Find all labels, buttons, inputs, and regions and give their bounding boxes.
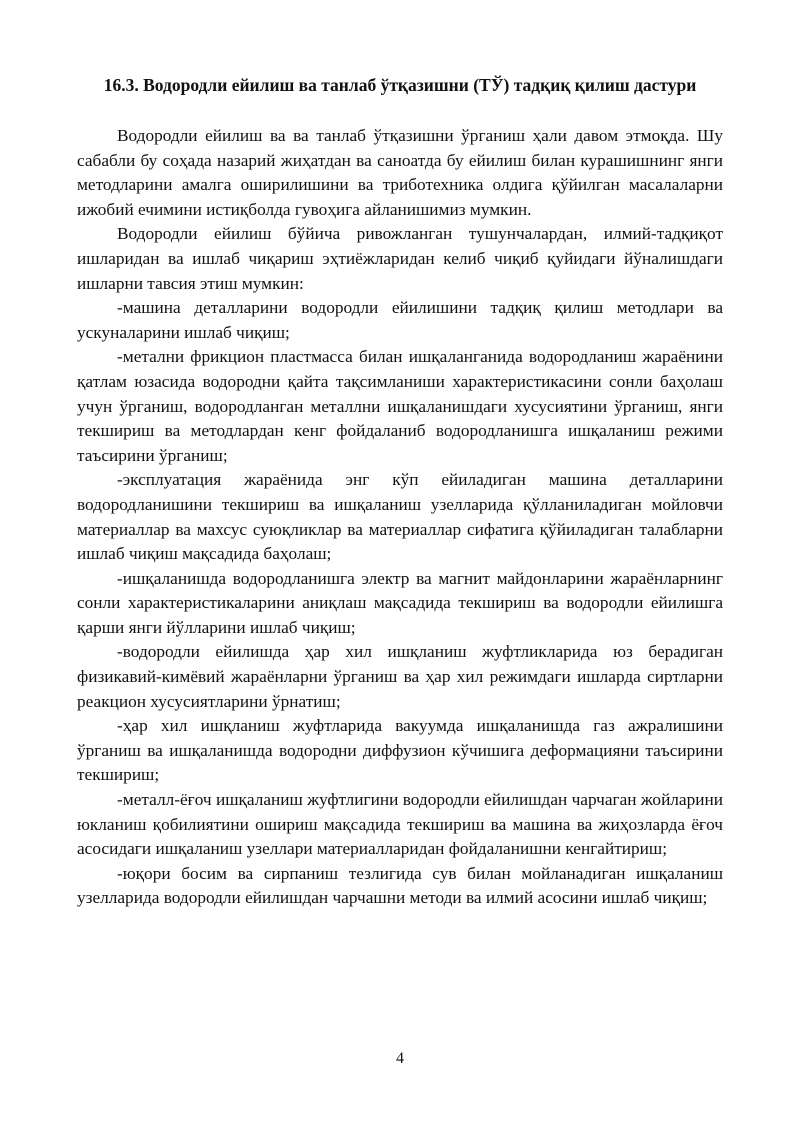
list-item: -ишқаланишда водородланишга электр ва магнит майдонларини жараёнларнинг сонли характеристикаларини аниқлаш мақсадида текшириш ва водородли ейилишга қарши янги йўлларини ишлаб чиқиш;: [77, 568, 723, 637]
list-item: -ҳар хил ишқланиш жуфтларида вакуумда ишқаланишда газ ажралишини ўрганиш ва ишқаланишда водородни диффузион кўчишига деформацияни таъсирини текшириш;: [77, 716, 723, 785]
section-heading: 16.3. Водородли ейилиш ва танлаб ўтқазишни (ТЎ) тадқиқ қилиш дастури: [103, 75, 697, 95]
list-item: -машина деталларини водородли ейилишини тадқиқ қилиш методлари ва ускуналарини ишлаб чиқиш;: [77, 298, 723, 342]
document-page: [77, 72, 723, 911]
page-number: 4: [396, 1050, 404, 1067]
list-item: -водородли ейилишда ҳар хил ишқланиш жуфтликларида юз берадиган физикавий-кимёвий жараёнларни ўрганиш ва ҳар хил режимдаги ишларда сиртларни реакцион хусусиятларини ўрнатиш;: [77, 642, 723, 711]
list-item: -металл-ёғоч ишқаланиш жуфтлигини водородли ейилишдан чарчаган жойларини юкланиш қобилиятини ошириш мақсадида текшириш ва машина ва жиҳозларда ёғоч асосидаги ишқаланиш узеллари материалларидан фойдаланишни кенгайтириш;: [77, 790, 723, 859]
list-item: -эксплуатация жараёнида энг кўп ейиладиган машина деталларини водородланишини текшириш ва ишқаланиш узелларида қўлланиладиган мойловчи материаллар ва махсус суюқликлар ва материаллар сифатига қўйиладиган талабларни ишлаб чиқиш мақсадида баҳолаш;: [77, 470, 723, 564]
body-paragraph: Водородли ейилиш бўйича ривожланган тушунчалардан, илмий-тадқиқот ишларидан ва ишлаб чиқариш эҳтиёжларидан келиб чиқиб қуйидаги йўналишдаги ишларни тавсия этиш мумкин:: [77, 224, 723, 293]
list-item: -метални фрикцион пластмасса билан ишқаланганида водородланиш жараёнини қатлам юзасида водородни қайта тақсимланиши характеристикасини сонли баҳолаш учун ўрганиш, водородланган металлни ишқаланишдаги хусусиятини ўрганиш, янги текшириш ва методлардан кенг фойдаланиб водородланишга ишқаланиш режими таъсирини ўрганиш;: [77, 347, 723, 465]
list-item: -юқори босим ва сирпаниш тезлигида сув билан мойланадиган ишқаланиш узелларида водородли ейилишдан чарчашни методи ва илмий асосини ишлаб чиқиш;: [77, 863, 723, 908]
body-paragraph: Водородли ейилиш ва ва танлаб ўтқазишни ўрганиш ҳали давом этмоқда. Шу сабабли бу соҳада назарий жиҳатдан ва саноатда бу ейилиш билан курашишнинг янги методларини амалга оширилишини ва триботехника олдига қўйилган масалаларни ижобий ечимини истиқболда гувоҳига айланишимиз мумкин.: [77, 126, 723, 219]
